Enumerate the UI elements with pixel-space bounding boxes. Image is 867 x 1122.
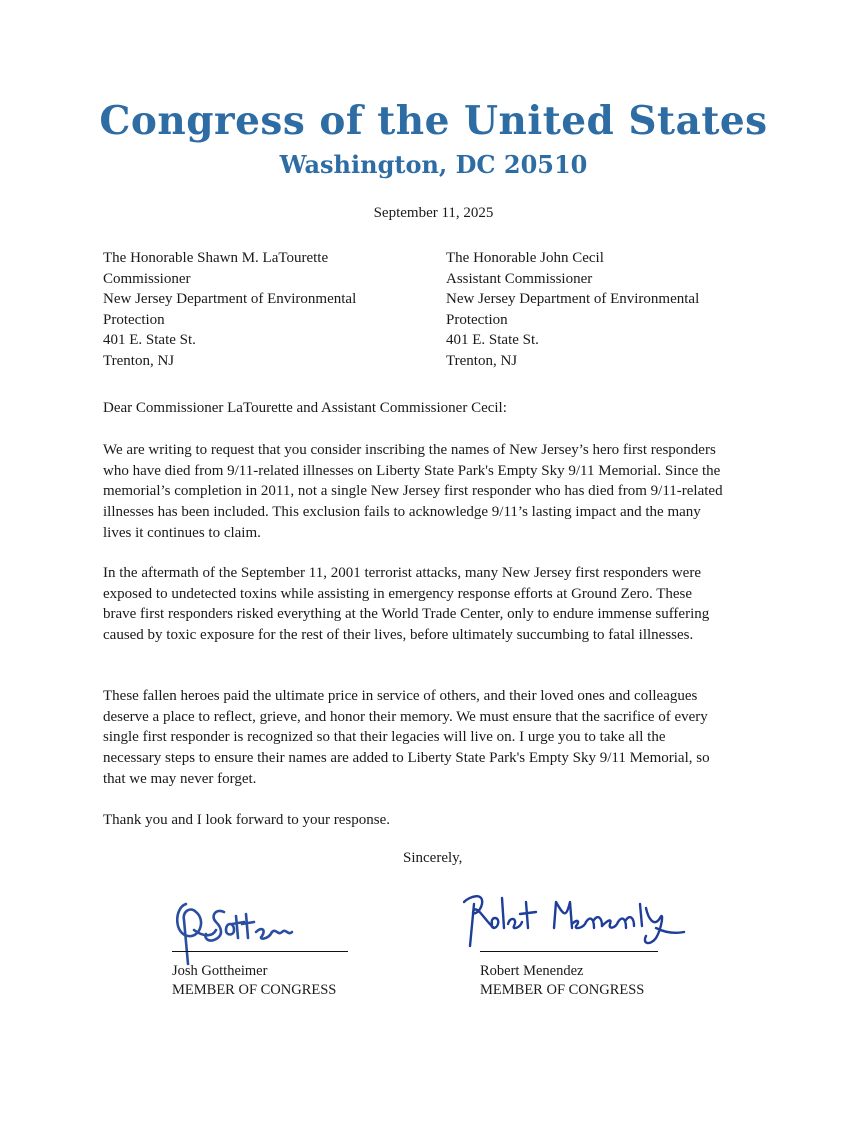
salutation: Dear Commissioner LaTourette and Assistant Commissioner Cecil: (103, 400, 507, 416)
signatory-title: MEMBER OF CONGRESS (480, 982, 645, 998)
address-line: New Jersey Department of Environmental (103, 291, 357, 308)
address-line: Commissioner (103, 270, 191, 287)
signature-line (172, 951, 348, 952)
address-line: Trenton, NJ (446, 352, 518, 369)
signatory-title: MEMBER OF CONGRESS (172, 982, 337, 998)
address-line: The Honorable Shawn M. LaTourette (103, 250, 329, 266)
address-line: Assistant Commissioner (446, 270, 593, 287)
recipient-address-1 (103, 248, 403, 372)
address-line: 401 E. State St. (446, 332, 539, 349)
signature-line (480, 951, 658, 952)
address-line: Protection (446, 311, 508, 328)
address-line: Trenton, NJ (103, 352, 175, 369)
address-line: 401 E. State St. (103, 332, 196, 349)
address-line: Protection (103, 311, 165, 328)
letter-date: September 11, 2025 (373, 205, 494, 221)
paragraph-request: We are writing to request that you consider inscribing the names of New Jersey’s hero first responders who have died from 9/11-related illnesses on Liberty State Park's Empty Sky 9/11 Memorial. Since the memorial’s completion in 2011, not a single New Jersey first responder who has died from 9/11-related illnesses has been included. This exclusion fails to acknowledge 9/11’s lasting impact and the many lives it continues to claim. (103, 442, 723, 541)
signatory-name: Josh Gottheimer (172, 963, 268, 979)
letterhead-subtitle: Washington, DC 20510 (279, 150, 588, 179)
closing: Sincerely, (403, 850, 463, 866)
paragraph-thanks: Thank you and I look forward to your response. (103, 812, 391, 828)
signature-menendez (460, 888, 690, 958)
address-line: The Honorable John Cecil (446, 250, 604, 266)
signature-gottheimer (172, 886, 302, 966)
address-line: New Jersey Department of Environmental (446, 291, 700, 308)
paragraph-aftermath: In the aftermath of the September 11, 2001 terrorist attacks, many New Jersey first responders were exposed to undetected toxins while assisting in emergency response efforts at Ground Zero. These brave first responders risked everything at the World Trade Center, only to endure immense suffering caused by toxic exposure for the rest of their lives, before ultimately succumbing to fatal illnesses. (103, 565, 710, 644)
recipient-address-2 (446, 248, 746, 372)
paragraph-fallen-heroes: These fallen heroes paid the ultimate price in service of others, and their loved ones and colleagues deserve a place to reflect, grieve, and honor their memory. We must ensure that the sacrifice of every single first responder is recognized so that their legacies will live on. I urge you to take all the necessary steps to ensure their names are added to Liberty State Park's Empty Sky 9/11 Memorial, so that we may never forget. (103, 688, 710, 787)
letterhead-title: Congress of the United States (99, 98, 768, 144)
signatory-name: Robert Menendez (480, 963, 584, 979)
